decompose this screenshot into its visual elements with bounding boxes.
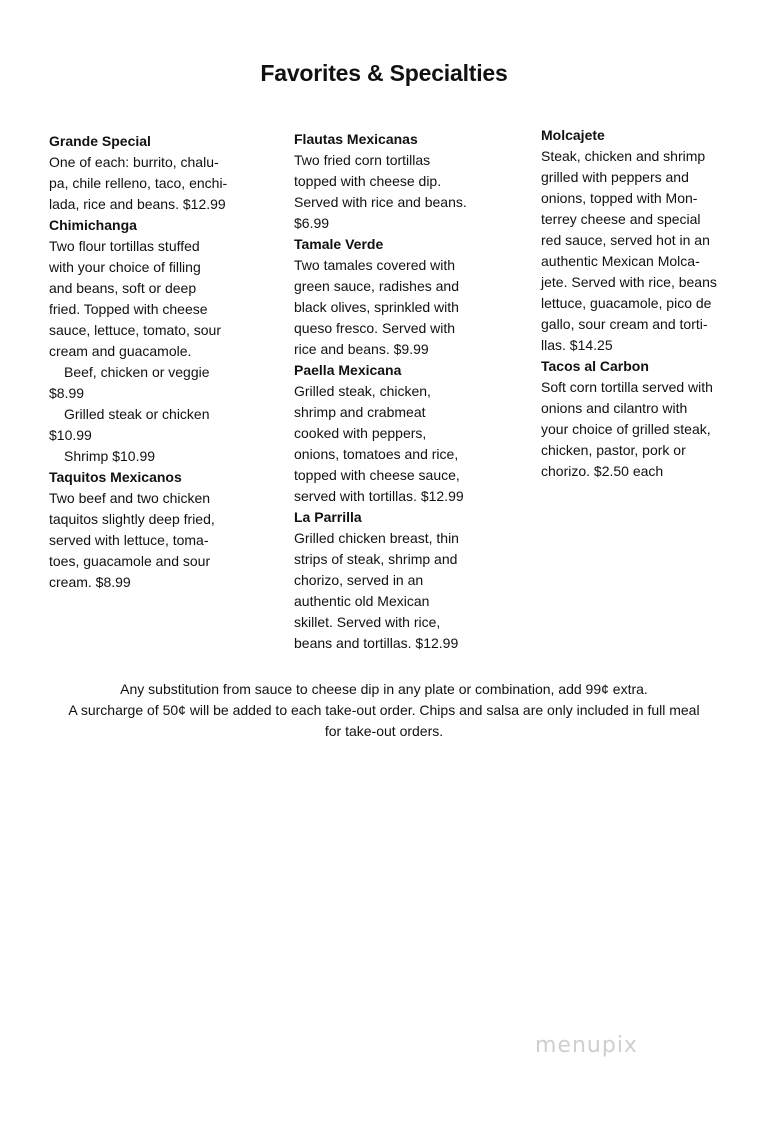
menu-item-description: terrey cheese and special	[541, 211, 701, 227]
menu-item-description: Two flour tortillas stuffed	[49, 238, 200, 254]
menu-item-description: rice and beans. $9.99	[294, 341, 429, 357]
menu-item-description: $8.99	[49, 385, 85, 401]
note-line: Any substitution from sauce to cheese dip in any plate or combination, add 99¢ extra.	[120, 681, 648, 697]
menu-item-description: sauce, lettuce, tomato, sour	[49, 322, 221, 338]
menu-item-description: onions, tomatoes and rice,	[294, 446, 459, 462]
menu-item-description: strips of steak, shrimp and	[294, 551, 458, 567]
menu-item-name: La Parrilla	[294, 509, 362, 525]
menu-item-description: Soft corn tortilla served with	[541, 379, 713, 395]
menu-item-description: chicken, pastor, pork or	[541, 442, 686, 458]
menu-item-description: $10.99	[49, 427, 92, 443]
note-line: A surcharge of 50¢ will be added to each take-out order. Chips and salsa are only included in full meal	[68, 702, 700, 718]
menu-item-name: Grande Special	[49, 133, 151, 149]
menu-item-description: cream. $8.99	[49, 574, 131, 590]
menu-notes	[40, 679, 728, 742]
menu-item-name: Tacos al Carbon	[541, 358, 649, 374]
menu-item-description: served with lettuce, toma-	[49, 532, 209, 548]
menu-column-3	[541, 125, 731, 482]
menu-item-option: Shrimp $10.99	[64, 448, 156, 464]
menu-item-name: Paella Mexicana	[294, 362, 402, 378]
menu-column-2	[294, 129, 484, 654]
menu-item-option: Grilled steak or chicken	[64, 406, 210, 422]
menu-item-description: Served with rice and beans.	[294, 194, 467, 210]
menu-item-description: taquitos slightly deep fried,	[49, 511, 215, 527]
menu-item-description: with your choice of filling	[49, 259, 201, 275]
menu-item-description: $6.99	[294, 215, 330, 231]
menu-item-description: beans and tortillas. $12.99	[294, 635, 459, 651]
page-title: Favorites & Specialties	[260, 60, 508, 86]
menu-item-description: lada, rice and beans. $12.99	[49, 196, 226, 212]
menu-item-description: topped with cheese sauce,	[294, 467, 460, 483]
menu-item-name: Taquitos Mexicanos	[49, 469, 182, 485]
menu-item-description: One of each: burrito, chalu-	[49, 154, 219, 170]
menu-item-description: gallo, sour cream and torti-	[541, 316, 708, 332]
menu-item-description: cream and guacamole.	[49, 343, 192, 359]
menu-item-description: Grilled steak, chicken,	[294, 383, 431, 399]
menu-item-description: Two beef and two chicken	[49, 490, 211, 506]
menu-item-description: Two tamales covered with	[294, 257, 456, 273]
menu-item-description: chorizo, served in an	[294, 572, 424, 588]
menu-item-name: Flautas Mexicanas	[294, 131, 418, 147]
menu-item-description: shrimp and crabmeat	[294, 404, 426, 420]
menu-item-description: Grilled chicken breast, thin	[294, 530, 459, 546]
menu-item-description: toes, guacamole and sour	[49, 553, 211, 569]
menu-item-description: topped with cheese dip.	[294, 173, 442, 189]
note-line: for take-out orders.	[324, 723, 444, 739]
menu-item-description: Two fried corn tortillas	[294, 152, 431, 168]
menu-item-option: Beef, chicken or veggie	[64, 364, 210, 380]
menu-item-description: onions, topped with Mon-	[541, 190, 698, 206]
menu-item-description: your choice of grilled steak,	[541, 421, 711, 437]
menu-item-description: lettuce, guacamole, pico de	[541, 295, 712, 311]
menu-item-description: onions and cilantro with	[541, 400, 688, 416]
menu-item-description: Steak, chicken and shrimp	[541, 148, 706, 164]
menu-item-description: pa, chile relleno, taco, enchi-	[49, 175, 228, 191]
menu-item-name: Chimichanga	[49, 217, 137, 233]
menu-item-description: authentic old Mexican	[294, 593, 430, 609]
menu-item-description: grilled with peppers and	[541, 169, 689, 185]
menu-item-description: red sauce, served hot in an	[541, 232, 710, 248]
watermark: menupix	[535, 1033, 638, 1058]
menu-item-description: queso fresco. Served with	[294, 320, 456, 336]
menu-column-1	[49, 131, 239, 593]
menu-item-description: chorizo. $2.50 each	[541, 463, 664, 479]
menu-item-description: green sauce, radishes and	[294, 278, 459, 294]
menu-item-description: cooked with peppers,	[294, 425, 427, 441]
menu-item-description: jete. Served with rice, beans	[541, 274, 717, 290]
menu-item-description: authentic Mexican Molca-	[541, 253, 700, 269]
menu-item-name: Molcajete	[541, 127, 605, 143]
menu-item-description: and beans, soft or deep	[49, 280, 197, 296]
menu-item-description: fried. Topped with cheese	[49, 301, 208, 317]
menu-item-description: llas. $14.25	[541, 337, 613, 353]
menu-item-description: served with tortillas. $12.99	[294, 488, 464, 504]
menu-item-description: skillet. Served with rice,	[294, 614, 441, 630]
menu-item-description: black olives, sprinkled with	[294, 299, 459, 315]
menu-item-name: Tamale Verde	[294, 236, 384, 252]
